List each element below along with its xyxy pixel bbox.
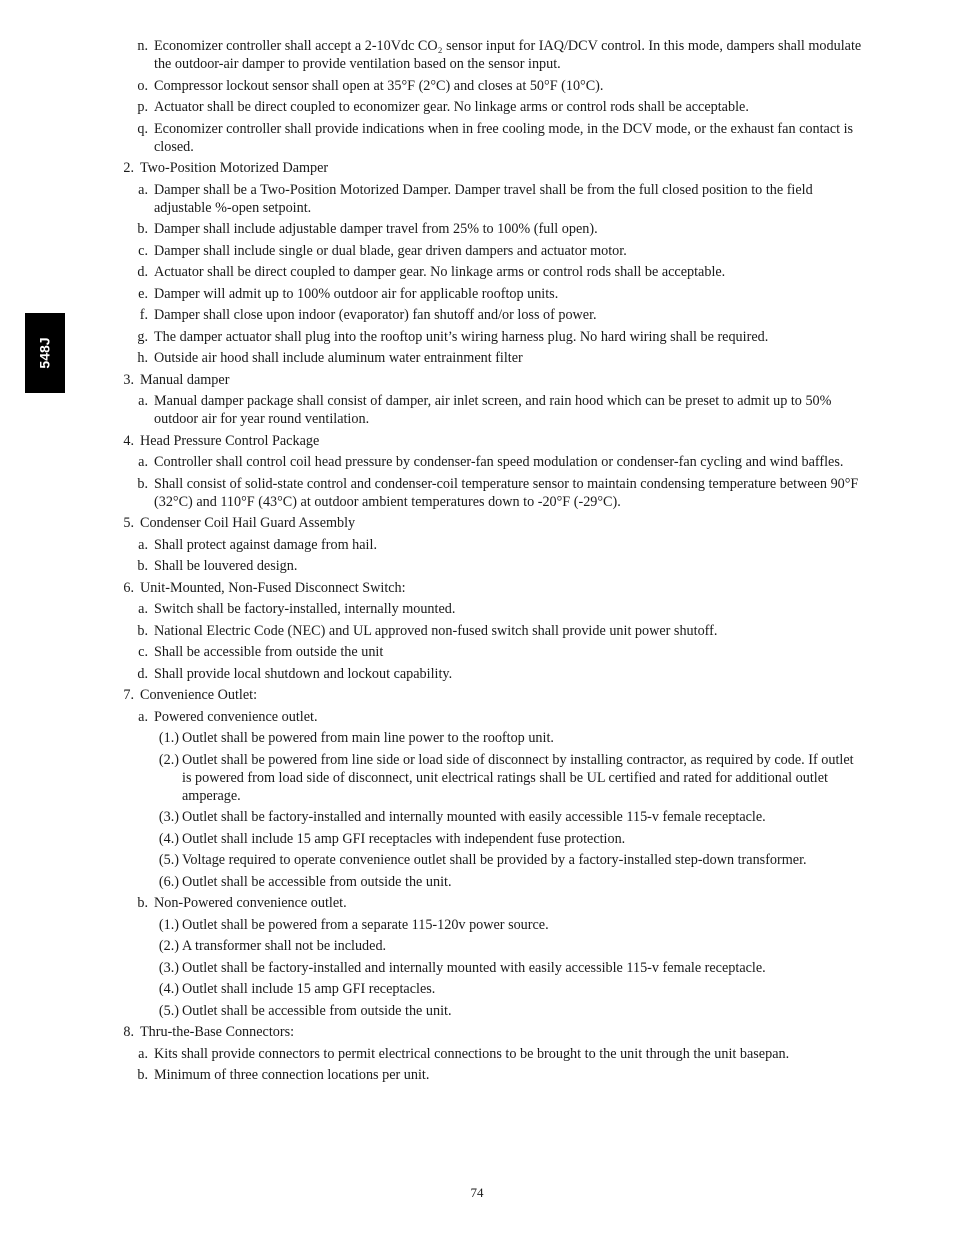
item-text: Outlet shall be accessible from outside the unit. (182, 1002, 452, 1019)
item-text: A transformer shall not be included. (182, 938, 387, 954)
spec-item (0, 285, 954, 303)
item-text: Powered convenience outlet. (154, 708, 318, 725)
item-text: Non-Powered convenience outlet. (154, 895, 347, 911)
item-marker: (6.) (158, 873, 179, 890)
spec-item (0, 98, 954, 116)
item-text: Condenser Coil Hail Guard Assembly (140, 515, 356, 531)
spec-item (0, 77, 954, 95)
item-text: Damper shall include single or dual blade, gear driven dampers and actuator motor. (154, 242, 627, 259)
item-marker: (4.) (158, 981, 179, 997)
item-marker: 8. (123, 1024, 134, 1040)
item-marker: b. (137, 622, 148, 639)
item-marker: n. (137, 38, 148, 54)
spec-item (0, 873, 954, 891)
spec-item (0, 1045, 954, 1063)
item-text: Damper shall be a Two-Position Motorized Damper. Damper travel shall be from the full closed position to the field adjustable %-open setpoint. (154, 181, 813, 216)
spec-item (0, 729, 954, 747)
item-marker: a. (138, 393, 148, 409)
item-marker: a. (138, 601, 148, 617)
spec-item (0, 1002, 954, 1020)
item-marker: a. (138, 1045, 148, 1062)
spec-item (0, 120, 954, 156)
item-marker: b. (137, 558, 148, 574)
item-text: Shall provide local shutdown and lockout capability. (154, 665, 453, 682)
item-marker: e. (138, 285, 148, 302)
side-tab-label: 548J (37, 337, 53, 369)
item-marker: (5.) (158, 852, 179, 868)
item-marker: b. (137, 1067, 148, 1083)
item-marker: h. (137, 350, 148, 366)
item-text: Outlet shall be powered from main line power to the rooftop unit. (182, 730, 554, 746)
item-text: Two-Position Motorized Damper (140, 160, 329, 176)
item-text: Unit-Mounted, Non-Fused Disconnect Switch: (140, 579, 406, 596)
item-text: Outlet shall be powered from line side or load side of disconnect by installing contractor, as required by code. If outlet is powered from load side of disconnect, unit electrical ratings shall be UL certified and rated for additional outlet amperage. (182, 751, 854, 804)
item-text: Voltage required to operate convenience outlet shall be provided by a factory-installed step-down transformer. (182, 852, 807, 868)
item-text: Damper will admit up to 100% outdoor air for applicable rooftop units. (154, 285, 559, 302)
item-text: Outlet shall include 15 amp GFI receptacles with independent fuse protection. (182, 830, 626, 847)
item-marker: (3.) (158, 809, 179, 825)
item-marker: g. (137, 328, 148, 345)
item-marker: (2.) (158, 751, 179, 768)
item-text: Manual damper (140, 371, 230, 388)
item-marker: b. (137, 475, 148, 492)
item-text: Economizer controller shall provide indications when in free cooling mode, in the DCV mode, or the exhaust fan contact is closed. (154, 120, 854, 155)
spec-item (0, 959, 954, 977)
item-marker: c. (138, 242, 148, 259)
spec-item (0, 708, 954, 726)
spec-item (0, 751, 954, 805)
spec-item (0, 916, 954, 934)
item-marker: 3. (123, 371, 134, 388)
item-marker: o. (137, 77, 148, 94)
item-text: Economizer controller shall accept a 2-10Vdc CO₂ sensor input for IAQ/DCV control. In this mode, dampers shall modulate the outdoor-air damper to provide ventilation based on the sensor input. (154, 38, 862, 72)
item-marker: a. (138, 708, 148, 725)
item-text: Convenience Outlet: (140, 687, 258, 703)
item-text: Head Pressure Control Package (140, 432, 320, 449)
item-marker: b. (137, 895, 148, 911)
item-marker: f. (139, 307, 148, 323)
page-number: 74 (470, 1185, 484, 1200)
item-text: Outlet shall include 15 amp GFI receptacles. (182, 981, 436, 997)
spec-item (0, 328, 954, 346)
item-marker: (1.) (158, 916, 179, 933)
spec-item (0, 220, 954, 238)
spec-item (0, 851, 954, 869)
item-text: Shall consist of solid-state control and condenser-coil temperature sensor to maintain condensing temperature between 90°F (32°C) and 110°F (43°C) at outdoor ambient temperatures down to -20°F (-29°C). (154, 475, 859, 510)
item-text: Switch shall be factory-installed, internally mounted. (154, 601, 456, 617)
spec-item (0, 159, 954, 177)
item-marker: b. (137, 221, 148, 237)
item-text: National Electric Code (NEC) and UL approved non-fused switch shall provide unit power shutoff. (154, 622, 718, 639)
spec-item (0, 1066, 954, 1084)
item-marker: d. (137, 665, 148, 682)
spec-item (0, 475, 954, 511)
spec-item (0, 432, 954, 450)
item-marker: a. (138, 454, 148, 470)
item-text: Actuator shall be direct coupled to damper gear. No linkage arms or control rods shall be acceptable. (154, 264, 726, 280)
item-text: Outlet shall be accessible from outside the unit. (182, 873, 452, 890)
spec-item (0, 557, 954, 575)
spec-item (0, 894, 954, 912)
spec-item (0, 242, 954, 260)
spec-item (0, 579, 954, 597)
item-marker: (5.) (158, 1002, 179, 1019)
spec-item (0, 453, 954, 471)
item-text: Controller shall control coil head pressure by condenser-fan speed modulation or condenser-fan cycling and wind baffles. (154, 454, 844, 470)
spec-item (0, 392, 954, 428)
spec-item (0, 980, 954, 998)
item-text: Kits shall provide connectors to permit electrical connections to be brought to the unit through the unit basepan. (154, 1045, 790, 1062)
item-marker: p. (137, 99, 148, 115)
item-text: Outside air hood shall include aluminum water entrainment filter (154, 350, 523, 366)
item-text: Thru-the-Base Connectors: (140, 1024, 295, 1040)
item-marker: 4. (123, 432, 134, 449)
spec-item (0, 600, 954, 618)
spec-list (0, 37, 954, 1088)
item-text: The damper actuator shall plug into the rooftop unit’s wiring harness plug. No hard wiring shall be required. (154, 328, 769, 345)
spec-item (0, 622, 954, 640)
spec-item (0, 536, 954, 554)
spec-item (0, 306, 954, 324)
item-marker: a. (138, 536, 148, 553)
spec-item (0, 686, 954, 704)
item-text: Damper shall include adjustable damper travel from 25% to 100% (full open). (154, 221, 598, 237)
item-text: Damper shall close upon indoor (evaporator) fan shutoff and/or loss of power. (154, 307, 597, 323)
spec-item (0, 263, 954, 281)
spec-item (0, 181, 954, 217)
spec-item (0, 643, 954, 661)
spec-item (0, 349, 954, 367)
spec-item (0, 830, 954, 848)
item-text: Minimum of three connection locations per unit. (154, 1067, 430, 1083)
spec-item (0, 514, 954, 532)
item-marker: (4.) (158, 830, 179, 847)
item-marker: 6. (123, 579, 134, 596)
spec-item (0, 808, 954, 826)
item-marker: (2.) (158, 938, 179, 954)
item-marker: 5. (123, 515, 134, 531)
item-text: Compressor lockout sensor shall open at 35°F (2°C) and closes at 50°F (10°C). (154, 77, 604, 94)
item-marker: (3.) (158, 959, 179, 976)
spec-item (0, 1023, 954, 1041)
item-text: Outlet shall be powered from a separate 115-120v power source. (182, 916, 549, 933)
spec-item (0, 937, 954, 955)
item-marker: q. (137, 120, 148, 137)
item-text: Shall be louvered design. (154, 558, 298, 574)
spec-item (0, 37, 954, 73)
item-marker: (1.) (158, 730, 179, 746)
item-text: Actuator shall be direct coupled to economizer gear. No linkage arms or control rods shall be acceptable. (154, 99, 749, 115)
item-text: Shall be accessible from outside the unit (154, 644, 384, 660)
item-marker: a. (138, 181, 148, 198)
item-text: Outlet shall be factory-installed and internally mounted with easily accessible 115-v female receptacle. (182, 959, 766, 976)
item-text: Outlet shall be factory-installed and internally mounted with easily accessible 115-v female receptacle. (182, 809, 766, 825)
spec-item (0, 665, 954, 683)
item-text: Shall protect against damage from hail. (154, 536, 377, 553)
item-marker: d. (137, 264, 148, 280)
item-text: Manual damper package shall consist of damper, air inlet screen, and rain hood which can be preset to admit up to 50% outdoor air for year round ventilation. (154, 393, 832, 427)
item-marker: 7. (123, 687, 134, 703)
spec-item (0, 371, 954, 389)
item-marker: c. (138, 644, 148, 660)
item-marker: 2. (123, 160, 134, 176)
